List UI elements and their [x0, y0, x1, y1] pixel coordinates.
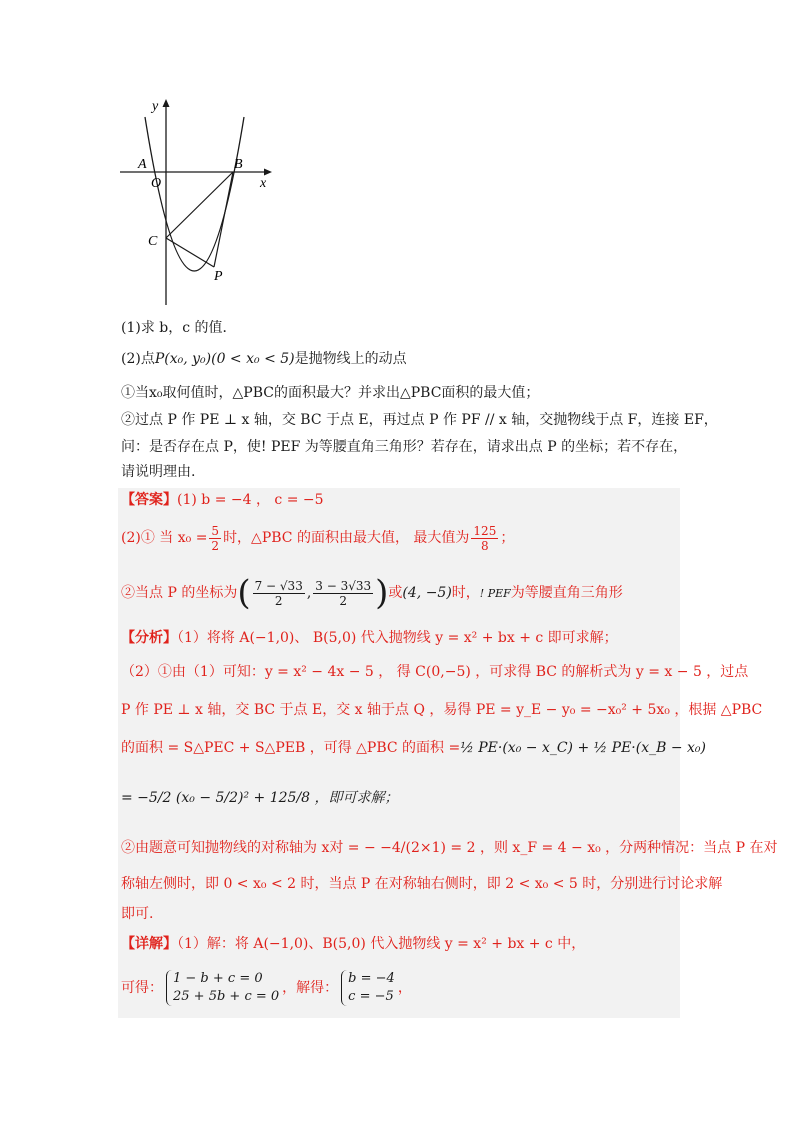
analysis-line1-text: （1）将将 A(−1,0)、 B(5,0) 代入抛物线 y = x² + bx + c 即可求解； [177, 630, 618, 646]
detail-line1 [121, 934, 585, 954]
detail-line2-prefix: 可得： [121, 980, 163, 996]
label-y: y [152, 99, 159, 114]
equation-system: 1 − b + c = 0 25 + 5b + c = 0 [166, 970, 279, 1006]
label-c: C [148, 234, 158, 249]
label-p: P [214, 269, 223, 284]
detail-line1-text: （1）解：将 A(−1,0)、B(5,0) 代入抛物线 y = x² + bx + c 中， [177, 936, 586, 952]
answer-part2-b: ②当点 P 的坐标为( $\frac{7 - √33}{2}$ , $\frac{3 - 3√33}{2}$ )或(4, −5)时，! PEF为等腰直角三角形 [121, 573, 623, 613]
analysis-line2: （2）①由（1）可知：y = x² − 4x − 5 ， 得 C(0,−5) ，可求得 BC 的解析式为 y = x − 5 ，过点 [121, 664, 749, 680]
coord-x-fraction: $\frac{7 - √33}{2}$ [254, 578, 303, 608]
analysis-line5: = −5/2 (x₀ − 5/2)² + 125/8 ，即可求解； [121, 790, 399, 806]
answer-part2-b-or: 或 [388, 585, 403, 601]
answer-tag: 【答案】 [121, 492, 177, 508]
label-a: A [138, 157, 147, 172]
question-sub2-line3: 请说明理由. [121, 464, 196, 480]
analysis-line8: 即可. [121, 906, 154, 922]
detail-end: ， [397, 980, 412, 996]
label-x: x [260, 176, 267, 191]
question-part1: (1)求 b，c 的值． [121, 320, 237, 336]
detail-line2 [121, 968, 412, 1008]
analysis-line4 [121, 738, 706, 758]
parabola-figure [110, 95, 295, 310]
answer-part2-a-end: ； [500, 530, 515, 546]
answer-part2-b-when: 时， [451, 585, 480, 601]
answer-part2-b-end: 为等腰直角三角形 [510, 585, 623, 601]
answer-part2-b-prefix: ②当点 P 的坐标为 [121, 585, 238, 601]
answer-part2-b-point2: (4, −5) [402, 585, 452, 601]
question-sub2-line1: ②过点 P 作 PE ⊥ x 轴，交 BC 于点 E，再过点 P 作 PF // x 轴，交抛物线于点 F，连接 EF， [121, 412, 718, 428]
detail-mid: ，解得： [282, 980, 339, 996]
segment-cp [166, 238, 214, 267]
segment-cb [166, 172, 233, 238]
question-sub2-line2: 问：是否存在点 P，使! PEF 为等腰直角三角形？若存在，请求出点 P 的坐标；若不存在， [121, 439, 688, 455]
analysis-tag: 【分析】 [121, 630, 177, 646]
question-part2 [121, 349, 407, 369]
fraction-max-value: $\frac{125}{8}$ [473, 523, 497, 553]
answer-part2-a-mid: 时，△PBC 的面积由最大值， 最大值为 [223, 530, 470, 546]
solution-system: b = −4 c = −5 [341, 970, 395, 1006]
answer-part1: (1) b = −4 ， c = −5 [177, 492, 324, 508]
analysis-line7: 称轴左侧时，即 0 < x₀ < 2 时，当点 P 在对称轴右侧时，即 2 < x₀ < 5 时，分别进行讨论求解 [121, 876, 723, 892]
y-axis-arrow [163, 99, 170, 107]
answer-part2-b-tri: ! PEF [479, 587, 511, 600]
detail-tag: 【详解】 [121, 936, 177, 952]
answer-part2-a [121, 518, 514, 558]
coord-y-fraction: $\frac{3 - 3√33}{2}$ [315, 578, 372, 608]
analysis-line3: P 作 PE ⊥ x 轴，交 BC 于点 E，交 x 轴于点 Q ，易得 PE = y_E − y₀ = −x₀² + 5x₀ ，根据 △PBC [121, 702, 763, 718]
question-sub1: ①当x₀取何值时，△PBC的面积最大？并求出△PBC面积的最大值； [121, 385, 540, 401]
question-part2-prefix: (2)点 [121, 351, 155, 367]
question-part2-suffix: 是抛物线上的动点 [294, 351, 407, 367]
label-o: O [151, 176, 162, 191]
x-axis-arrow [264, 169, 272, 176]
fraction-five-halves: $\frac{5}{2}$ [211, 523, 220, 553]
analysis-line1 [121, 628, 618, 648]
segment-bp [214, 172, 233, 267]
answer-part1-line [121, 490, 324, 510]
analysis-line6: ②由题意可知抛物线的对称轴为 x对 = − −4/(2×1) = 2 ，则 x_F = 4 − x₀ ，分两种情况：当点 P 在对 [121, 840, 778, 856]
label-b: B [234, 157, 243, 172]
question-part2-math: P(x₀, y₀)(0 < x₀ < 5) [154, 351, 295, 367]
analysis-line4-math: ½ PE·(x₀ − x_C) + ½ PE·(x_B − x₀) [460, 740, 706, 756]
answer-part2-a-prefix: (2)① 当 x₀ = [121, 530, 208, 546]
analysis-line4-prefix: 的面积 = S△PEC + S△PEB ，可得 △PBC 的面积 = [121, 740, 461, 756]
